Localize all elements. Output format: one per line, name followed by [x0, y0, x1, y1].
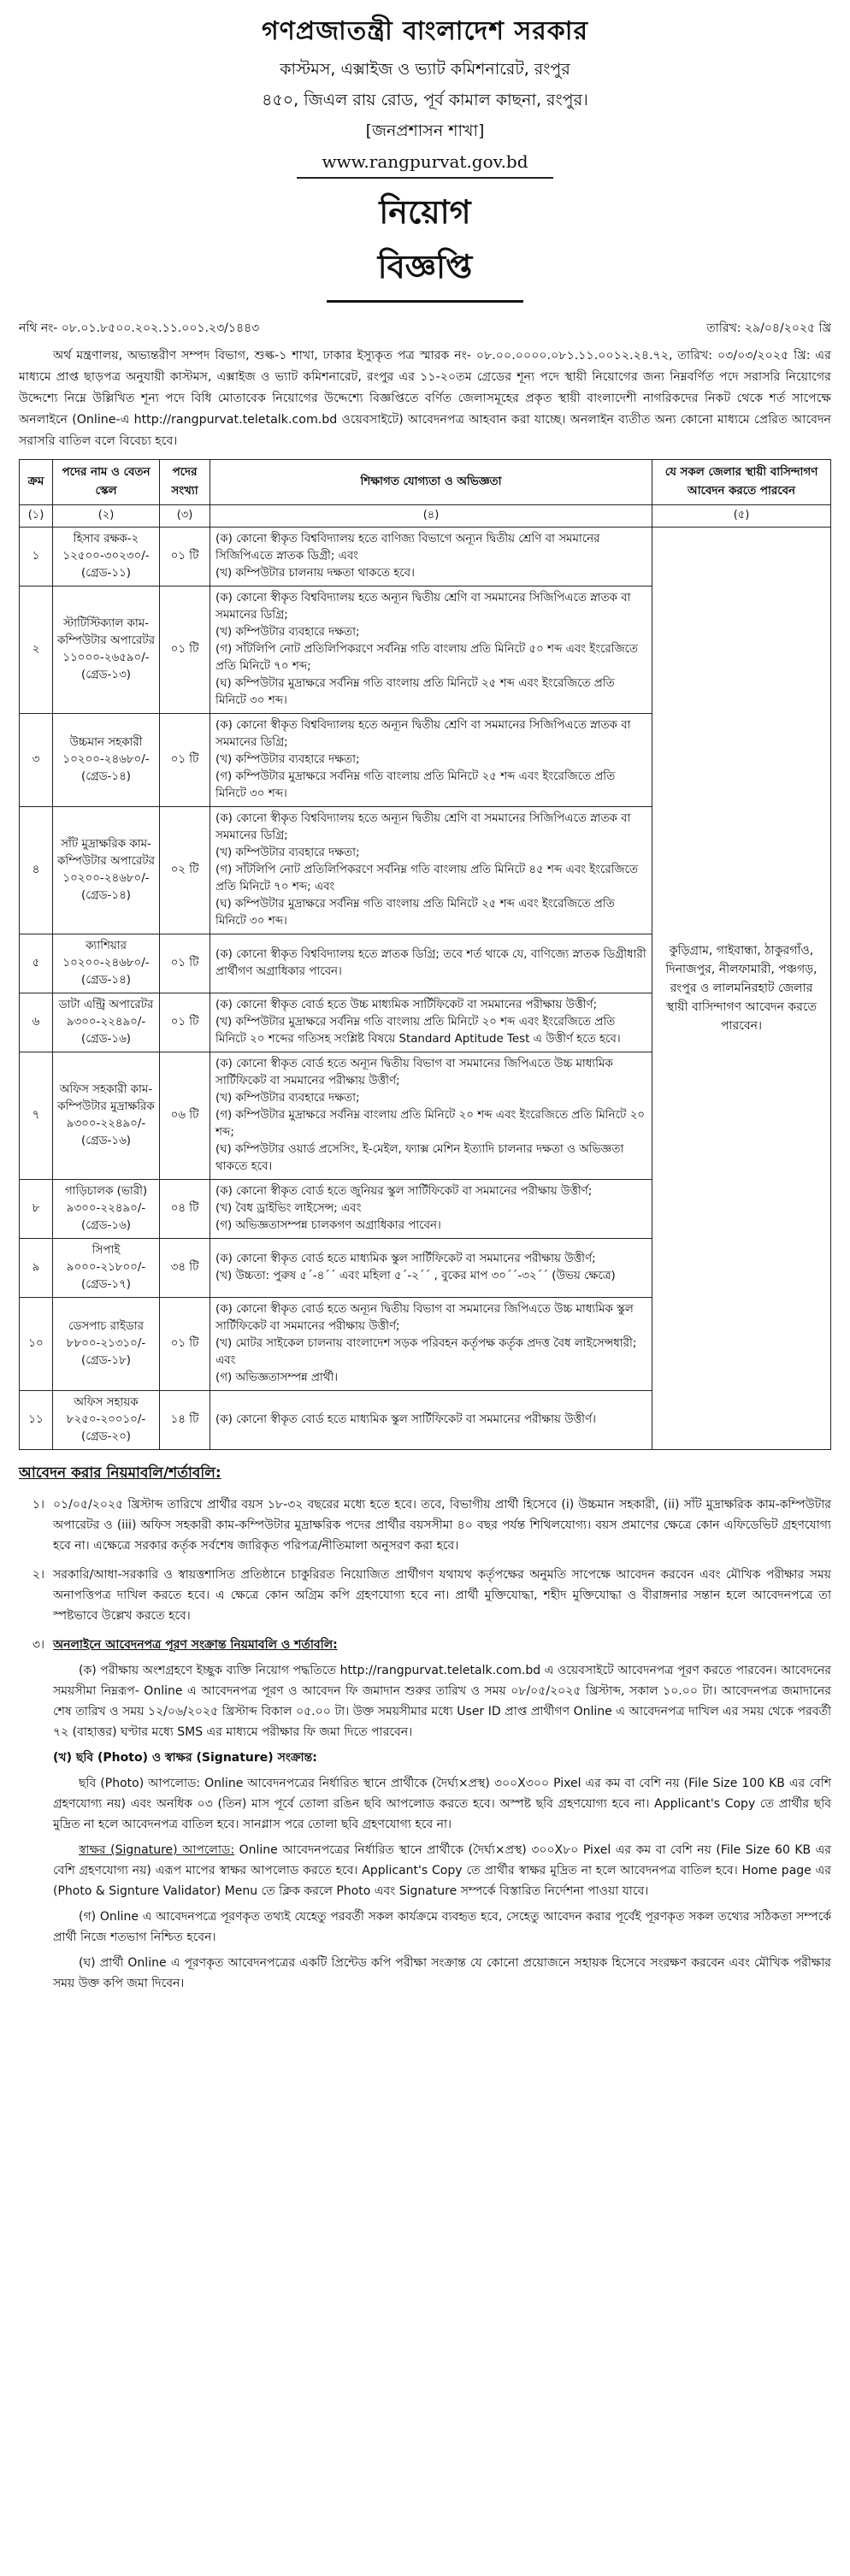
- count-cell: ০৬ টি: [160, 1052, 210, 1180]
- col-header-qualification: শিক্ষাগত যোগ্যতা ও অভিজ্ঞতা: [210, 460, 652, 505]
- col-number: (১): [20, 505, 53, 528]
- qualification-cell: [210, 1052, 652, 1180]
- serial-cell: ৫: [20, 934, 53, 993]
- qualification-cell: [210, 587, 652, 714]
- qualification-line: (গ) অভিজ্ঞতাসম্পন্ন প্রার্থী।: [215, 1371, 339, 1384]
- serial-cell: ৪: [20, 807, 53, 934]
- table-row: [20, 528, 831, 587]
- qualification-line: (ক) কোনো স্বীকৃত বোর্ড হতে উচ্চ মাধ্যমিক সার্টিফিকেট বা সমমানের পরীক্ষায় উত্তীর্ণ;: [215, 999, 598, 1011]
- signature-upload-text: Online আবেদনপত্রের নির্ধারিত স্থানে প্রার্থীকে (দৈর্ঘ্য×প্রস্থ) ৩০০X৮০ Pixel এর কম বা বেশি নয় (File Size 60 KB এর বেশি গ্রহণযোগ্য নয়) এরূপ মাপের স্বাক্ষর আপলোড করতে হবে। Applicant's Copy তে প্রার্থীর স্বাক্ষর মুদ্রিত না হলে আবেদনপত্র বাতিল হবে। Home page এর (Photo & Signture Validator) Menu তে ক্লিক করলে Photo এবং Signature সম্পর্কে বিস্তারিত নির্দেশনা পাওয়া যাবে।: [53, 1843, 831, 1898]
- intro-paragraph: অর্থ মন্ত্রণালয়, অভ্যন্তরীণ সম্পদ বিভাগ, শুল্ক-১ শাখা, ঢাকার ইস্যুকৃত পত্র স্মারক নং- ০৮.০০.০০০০.০৮১.১১.০০১২.২৪.৭২, তারিখ: ০৩/০৩/২০২৫ খ্রি: এর মাধ্যমে প্রাপ্ত ছাড়পত্র অনুযায়ী কাস্টমস, এক্সাইজ ও ভ্যাট কমিশনারেট, রংপুর এর ১১-২০তম গ্রেডের শূন্য পদে স্থায়ী নিয়োগের জন্য নিম্নবর্ণিত পদে সরাসরি নিয়োগের উদ্দেশ্যে নিম্নে উল্লিখিত শূন্য পদে বিধি মোতাবেক নিয়োগের উদ্দেশ্যে বিজ্ঞপ্তিতে বর্ণিত জেলাসমূহের প্রকৃত স্থায়ী বাংলাদেশী নাগরিকদের নিকট থেকে শর্ত সাপেক্ষে অনলাইনে (Online-এ http://rangpurvat.teletalk.com.bd ওয়েবসাইটে) আবেদনপত্র আহবান করা যাচ্ছে। অনলাইন ব্যতীত অন্য কোনো মাধ্যমে প্রেরিত আবেদন সরাসরি বাতিল বলে বিবেচ্য হবে।: [19, 349, 831, 448]
- qualification-line: (ক) কোনো স্বীকৃত বোর্ড হতে জুনিয়র স্কুল সার্টিফিকেট বা সমমানের পরীক্ষায় উত্তীর্ণ;: [215, 1185, 593, 1198]
- signature-upload-label: স্বাক্ষর (Signature) আপলোড:: [79, 1843, 235, 1857]
- count-cell: ০১ টি: [160, 587, 210, 714]
- signature-upload-rule: [53, 1840, 831, 1901]
- qualification-cell: [210, 714, 652, 807]
- qualification-cell: [210, 807, 652, 934]
- qualification-line: (ক) কোনো স্বীকৃত বিশ্ববিদ্যালয় হতে বাণিজ্য বিভাগে অন্যূন দ্বিতীয় শ্রেণি বা সমমানের সিজিপিএতে স্নাতক ডিগ্রী; এবং: [215, 533, 600, 563]
- memo-date: তারিখ: ২৯/০৪/২০২৫ খ্রি: [706, 321, 831, 335]
- serial-cell: ৭: [20, 1052, 53, 1180]
- qualification-cell: [210, 1391, 652, 1450]
- qualification-line: (ক) কোনো স্বীকৃত বোর্ড হতে মাধ্যমিক স্কুল সার্টিফিকেট বা সমমানের পরীক্ষায় উত্তীর্ণ;: [215, 1253, 596, 1265]
- qualification-line: (ঘ) কম্পিউটার মুদ্রাক্ষরে সর্বনিম্ন গতি বাংলায় প্রতি মিনিটে ২৫ শব্দ এবং ইংরেজিতে প্রতি মিনিটে ৩০ শব্দ।: [215, 677, 615, 707]
- post-cell: অফিস সহায়ক ৮২৫০-২০০১০/- (গ্রেড-২০): [53, 1391, 160, 1450]
- qualification-cell: [210, 934, 652, 993]
- photo-upload-rule: ছবি (Photo) আপলোড: Online আবেদনপত্রের নির্ধারিত স্থানে প্রার্থীকে (দৈর্ঘ্য×প্রস্থ) ৩০০X৩০০ Pixel এর কম বা বেশি নয় (File Size 100 KB এর বেশি গ্রহণযোগ্য নয়) এবং অনধিক ০৩ (তিন) মাস পূর্বে তোলা রঙিন ছবি আপলোড করতে হবে। অস্পষ্ট ছবি গ্রহণযোগ্য হবে না। Applicant's Copy তে প্রার্থীর ছবি মুদ্রিত না হলে আবেদনপত্র বাতিল হবে। সানগ্লাস পরে তোলা ছবি গ্রহণযোগ্য হবে না।: [53, 1777, 831, 1831]
- rule-number: ৩।: [32, 1638, 44, 1652]
- count-cell: ৩৪ টি: [160, 1239, 210, 1298]
- page-title: নিয়োগ বিজ্ঞপ্তি: [327, 187, 523, 303]
- post-cell: অফিস সহকারী কাম-কম্পিউটার মুদ্রাক্ষরিক ৯৩০০-২২৪৯০/- (গ্রেড-১৬): [53, 1052, 160, 1180]
- post-cell: ডেসপাচ রাইডার ৮৮০০-২১৩১০/- (গ্রেড-১৮): [53, 1298, 160, 1391]
- qualification-line: (খ) মোটর সাইকেল চালনায় বাংলাদেশ সড়ক পরিবহন কর্তৃপক্ষ কর্তৃক প্রদত্ত বৈধ লাইসেন্সধারী; এবং: [215, 1337, 637, 1367]
- post-cell: উচ্চমান সহকারী ১০২০০-২৪৬৮০/- (গ্রেড-১৪): [53, 714, 160, 807]
- table-header-row: [20, 460, 831, 505]
- count-cell: ১৪ টি: [160, 1391, 210, 1450]
- count-cell: ০১ টি: [160, 934, 210, 993]
- serial-cell: ১১: [20, 1391, 53, 1450]
- post-cell: সিপাই ৯০০০-২১৮০০/- (গ্রেড-১৭): [53, 1239, 160, 1298]
- count-cell: ০২ টি: [160, 807, 210, 934]
- rules-heading: আবেদন করার নিয়মাবলি/শর্তাবলি:: [19, 1465, 221, 1482]
- qualification-line: (ঘ) কম্পিউটার মুদ্রাক্ষরে সর্বনিম্ন গতি বাংলায় প্রতি মিনিটে ২৫ শব্দ এবং ইংরেজিতে প্রতি মিনিটে ৩০ শব্দ।: [215, 898, 615, 928]
- serial-cell: ৮: [20, 1180, 53, 1239]
- online-rule-c: (গ) Online এ আবেদনপত্রে পূরণকৃত তথ্যই যেহেতু পরবর্তী সকল কার্যক্রমে ব্যবহৃত হবে, সেহেতু আবেদন করার পূর্বেই পূরণকৃত সকল তথ্যের সঠিকতা সম্পর্কে প্রার্থী নিজে শতভাগ নিশ্চিত হবেন।: [53, 1910, 831, 1944]
- rule-item: [19, 1635, 831, 1994]
- online-rule-d: (ঘ) প্রার্থী Online এ পূরণকৃত আবেদনপত্রের একটি প্রিন্টেড কপি পরীক্ষা সংক্রান্ত যে কোনো প্রয়োজনে সহায়ক হিসেবে সংরক্ষণ করবেন এবং মৌখিক পরীক্ষার সময় উক্ত কপি জমা দিবেন।: [53, 1956, 831, 1990]
- office-address: ৪৫০, জিএল রায় রোড, পূর্ব কামাল কাছনা, রংপুর।: [262, 91, 588, 109]
- website-link[interactable]: www.rangpurvat.gov.bd: [322, 151, 528, 172]
- serial-cell: ৩: [20, 714, 53, 807]
- post-cell: হিসাব রক্ষক-২ ১২৫০০-৩০২৩০/- (গ্রেড-১১): [53, 528, 160, 587]
- table-number-row: [20, 505, 831, 528]
- header-divider: [297, 177, 553, 179]
- qualification-line: (গ) অভিজ্ঞতাসম্পন্ন চালকগণ অগ্রাধিকার পাবেন।: [215, 1219, 441, 1232]
- col-header-post: পদের নাম ও বেতন স্কেল: [53, 460, 160, 505]
- office-name: কাস্টমস, এক্সাইজ ও ভ্যাট কমিশনারেট, রংপুর: [280, 60, 570, 79]
- qualification-line: (খ) কম্পিউটার ব্যবহারে দক্ষতা;: [215, 1092, 360, 1105]
- post-cell: ক্যাশিয়ার ১০২০০-২৪৬৮০/- (গ্রেড-১৪): [53, 934, 160, 993]
- qualification-line: (খ) কম্পিউটার ব্যবহারে দক্ষতা;: [215, 753, 360, 766]
- qualification-cell: [210, 1298, 652, 1391]
- serial-cell: ২: [20, 587, 53, 714]
- qualification-line: (গ) কম্পিউটার মুদ্রাক্ষরে সর্বনিম্ন বাংলায় প্রতি মিনিটে ২০ শব্দ এবং ইংরেজিতে প্রতি মিনিটে ২০ শব্দ;: [215, 1109, 645, 1139]
- qualification-cell: [210, 1180, 652, 1239]
- qualification-line: (ক) কোনো স্বীকৃত বিশ্ববিদ্যালয় হতে অন্যূন দ্বিতীয় শ্রেণি বা সমমানের সিজিপিএতে স্নাতক বা সমমানের ডিগ্রি;: [215, 719, 631, 749]
- serial-cell: ১০: [20, 1298, 53, 1391]
- post-cell: স্টাটিস্টিক্যাল কাম-কম্পিউটার অপারেটর ১১০০০-২৬৫৯০/- (গ্রেড-১৩): [53, 587, 160, 714]
- qualification-cell: [210, 1239, 652, 1298]
- districts-cell: কুড়িগ্রাম, গাইবান্ধা, ঠাকুরগাঁও, দিনাজপুর, নীলফামারী, পঞ্চগড়, রংপুর ও লালমনিরহাট জেলার স্থায়ী বাসিন্দাগণ আবেদন করতে পারবেন।: [652, 528, 831, 1450]
- qualification-line: (গ) সাঁটলিপি নোট প্রতিলিপিকরণে সর্বনিম্ন গতি বাংলায় প্রতি মিনিটে ৪৫ শব্দ এবং ইংরেজিতে প্রতি মিনিটে ৭০ শব্দ; এবং: [215, 864, 638, 893]
- rule-online-block: [53, 1635, 831, 1994]
- count-cell: ০১ টি: [160, 993, 210, 1052]
- government-name: গণপ্রজাতন্ত্রী বাংলাদেশ সরকার: [262, 16, 588, 46]
- qualification-line: (খ) বৈধ ড্রাইভিং লাইসেন্স; এবং: [215, 1202, 362, 1215]
- count-cell: ০১ টি: [160, 528, 210, 587]
- rule-text: ০১/০৫/২০২৫ খ্রিস্টাব্দ তারিখে প্রার্থীর বয়স ১৮-৩২ বছরের মধ্যে হতে হবে। তবে, বিভাগীয় প্রার্থী হিসেবে (i) উচ্চমান সহকারী, (ii) সাঁট মুদ্রাক্ষরিক কাম-কম্পিউটার অপারেটর ও (iii) অফিস সহকারী কাম-কম্পিউটার মুদ্রাক্ষরিক পদের প্রার্থীর বয়সসীমা ৪০ বছর পর্যন্ত শিথিলযোগ্য। বয়স প্রমাণের ক্ষেত্রে কোন এফিডেভিট গ্রহণযোগ্য হবে না। এক্ষেত্রে সরকার কর্তৃক সর্বশেষ জারিকৃত পরিপত্র/নীতিমালা অনুসরণ করা হবে।: [53, 1498, 831, 1553]
- qualification-line: (খ) কম্পিউটার ব্যবহারে দক্ষতা;: [215, 846, 360, 859]
- col-header-districts: যে সকল জেলার স্থায়ী বাসিন্দাগণ আবেদন করতে পারবেন: [652, 460, 831, 505]
- rule-item: [19, 1494, 831, 1556]
- online-rules-title: অনলাইনে আবেদনপত্র পূরণ সংক্রান্ত নিয়মাবলি ও শর্তাবলি:: [53, 1638, 338, 1652]
- rule-text: সরকারি/আধা-সরকারি ও স্বায়ত্তশাসিত প্রতিষ্ঠানে চাকুরিরত নিয়োজিত প্রার্থীগণ যথাযথ কর্তৃপক্ষের অনুমতি সাপেক্ষে আবেদন করবেন এবং মৌখিক পরীক্ষার সময় অনাপত্তিপত্র দাখিল করতে হবে। এ ক্ষেত্রে কোন অগ্রিম কপি গ্রহণযোগ্য হবে না। প্রার্থী মুক্তিযোদ্ধা, শহীদ মুক্তিযোদ্ধা ও বীরাঙ্গনার সন্তান হলে আবেদনপত্রে তা স্পষ্টভাবে উল্লেখ করতে হবে।: [53, 1568, 831, 1623]
- count-cell: ০১ টি: [160, 1298, 210, 1391]
- post-cell: গাড়িচালক (ভারী) ৯৩০০-২২৪৯০/- (গ্রেড-১৬): [53, 1180, 160, 1239]
- qualification-line: (খ) কম্পিউটার ব্যবহারে দক্ষতা;: [215, 626, 360, 639]
- qualification-line: (গ) কম্পিউটার মুদ্রাক্ষরে সর্বনিম্ন গতি বাংলায় প্রতি মিনিটে ২৫ শব্দ এবং ইংরেজিতে প্রতি মিনিটে ৩০ শব্দ।: [215, 770, 616, 800]
- col-number: (২): [53, 505, 160, 528]
- qualification-line: (ক) কোনো স্বীকৃত বোর্ড হতে অন্যূন দ্বিতীয় বিভাগ বা সমমানের জিপিএতে উচ্চ মাধ্যমিক সার্টিফিকেট বা সমমানের পরীক্ষায় উত্তীর্ণ;: [215, 1058, 613, 1088]
- col-number: (৩): [160, 505, 210, 528]
- qualification-cell: [210, 528, 652, 587]
- qualification-line: (খ) কম্পিউটার মুদ্রাক্ষরে সর্বনিম্ন গতি বাংলায় প্রতি মিনিটে ২০ শব্দ এবং ইংরেজিতে প্রতি মিনিটে ২০ শব্দের গতিসহ সংশ্লিষ্ট বিষয়ে Standard Aptitude Test এ উত্তীর্ণ হতে হবে।: [215, 1016, 621, 1046]
- col-number: (৫): [652, 505, 831, 528]
- memo-number: নথি নং- ০৮.০১.৮৫০০.২০২.১১.০০১.২৩/১৪৪৩: [19, 321, 260, 335]
- qualification-line: (গ) সাঁটলিপি নোট প্রতিলিপিকরণে সর্বনিম্ন গতি বাংলায় প্রতি মিনিটে ৫০ শব্দ এবং ইংরেজিতে প্রতি মিনিটে ৭০ শব্দ;: [215, 643, 638, 673]
- col-header-count: পদের সংখ্যা: [160, 460, 210, 505]
- serial-cell: ৬: [20, 993, 53, 1052]
- rules-list: [19, 1494, 831, 1994]
- rule-number: ২।: [32, 1568, 44, 1582]
- reference-row: [19, 318, 831, 339]
- rule-item: [19, 1565, 831, 1626]
- col-number: (৪): [210, 505, 652, 528]
- photo-signature-title: (খ) ছবি (Photo) ও স্বাক্ষর (Signature) সংক্রান্ত:: [53, 1751, 317, 1765]
- qualification-line: (ক) কোনো স্বীকৃত বিশ্ববিদ্যালয় হতে অন্যূন দ্বিতীয় শ্রেণি বা সমমানের সিজিপিএতে স্নাতক বা সমমানের ডিগ্রি;: [215, 592, 631, 622]
- letterhead: [19, 0, 831, 179]
- post-cell: সাঁট মুদ্রাক্ষরিক কাম-কম্পিউটার অপারেটর ১০২০০-২৪৬৮০/- (গ্রেড-১৪): [53, 807, 160, 934]
- qualification-line: (খ) উচ্চতা: পুরুষ ৫´-৪´´ এবং মহিলা ৫´-২´´ , বুকের মাপ ৩০´´-৩২´´ (উভয় ক্ষেত্রে): [215, 1270, 616, 1282]
- qualification-line: (ক) কোনো স্বীকৃত বোর্ড হতে মাধ্যমিক স্কুল সার্টিফিকেট বা সমমানের পরীক্ষায় উত্তীর্ণ।: [215, 1413, 596, 1426]
- count-cell: ০১ টি: [160, 714, 210, 807]
- vacancy-table: [19, 459, 831, 1450]
- branch-name: [জনপ্রশাসন শাখা]: [365, 121, 485, 140]
- rule-number: ১।: [32, 1498, 44, 1512]
- serial-cell: ৯: [20, 1239, 53, 1298]
- qualification-cell: [210, 993, 652, 1052]
- post-cell: ডাটা এন্ট্রি অপারেটর ৯৩০০-২২৪৯০/- (গ্রেড-১৬): [53, 993, 160, 1052]
- col-header-serial: ক্রম: [20, 460, 53, 505]
- online-rule-a: (ক) পরীক্ষায় অংশগ্রহণে ইচ্ছুক ব্যক্তি নিয়োগ পদ্ধতিতে http://rangpurvat.teletalk.com.bd এ ওয়েবসাইটে আবেদনপত্র পূরণ করতে পারবেন। আবেদনের সময়সীমা নিম্নরূপ- Online এ আবেদনপত্র পূরণ ও আবেদন ফি জমাদান শুরুর তারিখ ও সময় ০৮/০৫/২০২৫ খ্রিস্টাব্দ, সকাল ১০.০০ টা। আবেদনপত্র জমাদানের শেষ তারিখ ও সময় ১২/০৬/২০২৫ খ্রিস্টাব্দ বিকাল ০৫.০০ টা। উক্ত সময়সীমার মধ্যে User ID প্রাপ্ত প্রার্থীগণ Online এ আবেদনপত্র দাখিল এর সময় থেকে পরবর্তী ৭২ (বাহাত্তর) ঘণ্টার মধ্যে SMS এর মাধ্যমে পরীক্ষার ফি জমা দিতে পারবেন।: [53, 1664, 831, 1739]
- qualification-line: (ক) কোনো স্বীকৃত বোর্ড হতে অন্যূন দ্বিতীয় বিভাগ বা সমমানের জিপিএতে উচ্চ মাধ্যমিক স্কুল সার্টিফিকেট বা সমমানের পরীক্ষায় উত্তীর্ণ;: [215, 1303, 634, 1333]
- serial-cell: ১: [20, 528, 53, 587]
- qualification-line: (ঘ) কম্পিউটার ওয়ার্ড প্রসেসিং, ই-মেইল, ফ্যাক্স মেশিন ইত্যাদি চালনার দক্ষতা ও অভিজ্ঞতা থাকতে হবে।: [215, 1143, 624, 1173]
- qualification-line: (খ) কম্পিউটার চালনায় দক্ষতা থাকতে হবে।: [215, 567, 415, 580]
- qualification-line: (ক) কোনো স্বীকৃত বিশ্ববিদ্যালয় হতে অন্যূন দ্বিতীয় শ্রেণি বা সমমানের সিজিপিএতে স্নাতক বা সমমানের ডিগ্রি;: [215, 812, 631, 842]
- vacancy-table-body: [20, 528, 831, 1450]
- count-cell: ০৪ টি: [160, 1180, 210, 1239]
- qualification-line: (ক) কোনো স্বীকৃত বিশ্ববিদ্যালয় হতে স্নাতক ডিগ্রি; তবে শর্ত থাকে যে, বাণিজ্যে স্নাতক ডিগ্রীধারী প্রার্থীগণ অগ্রাধিকার পাবেন।: [215, 948, 646, 978]
